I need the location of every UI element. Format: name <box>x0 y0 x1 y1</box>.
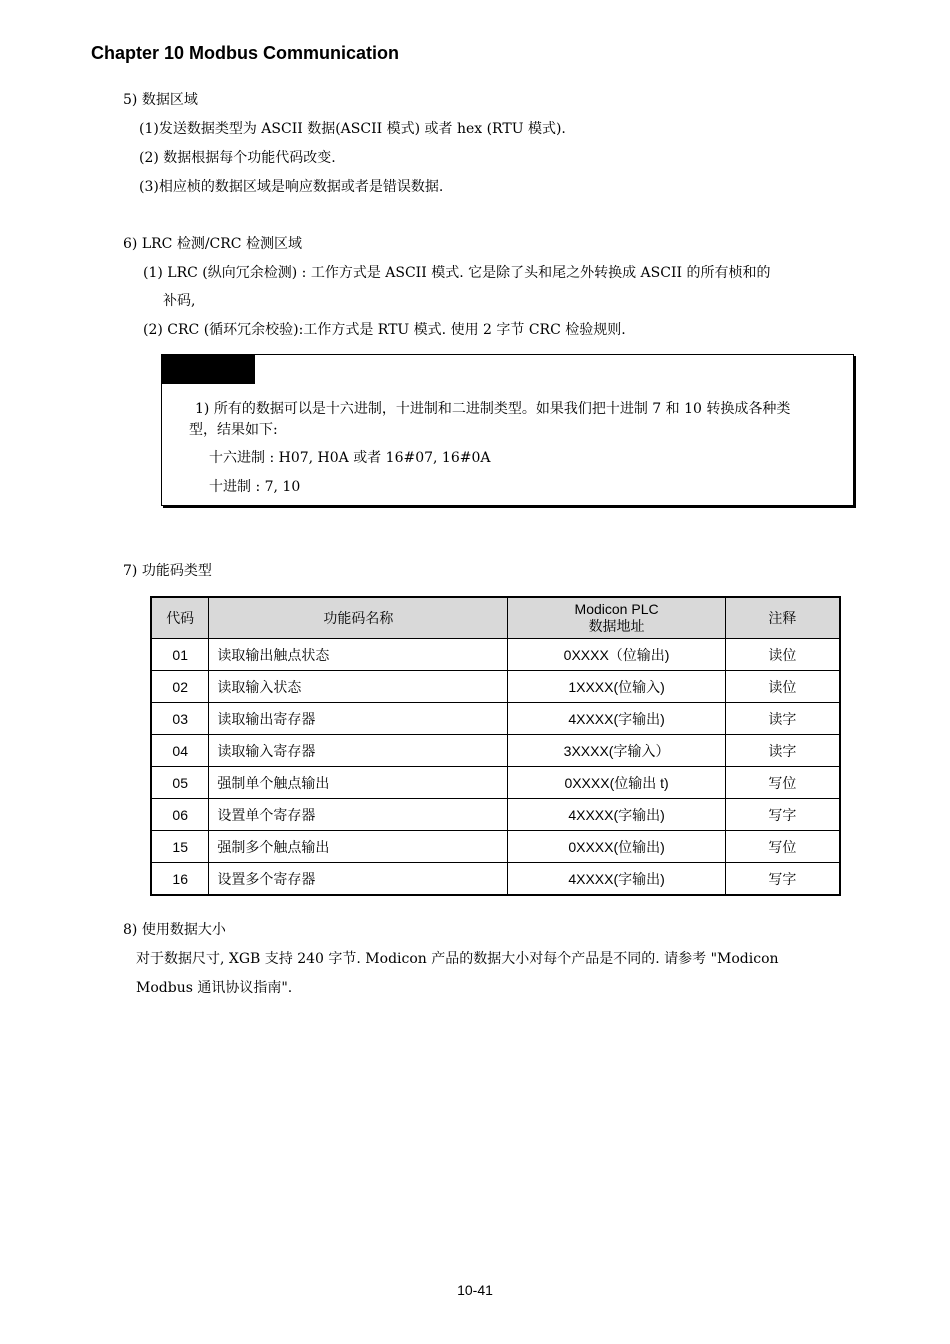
table-header-row <box>151 597 840 639</box>
cell-name: 设置单个寄存器 <box>209 799 508 831</box>
cell-address: 0XXXX(位输出 t) <box>508 767 725 799</box>
section8-heading: 8) 使用数据大小 <box>123 922 226 938</box>
note-hex-line: 十六进制 : H07, H0A 或者 16#07, 16#0A <box>209 450 491 466</box>
note-box <box>161 354 854 506</box>
cell-code: 05 <box>151 767 209 799</box>
cell-address: 4XXXX(字输出) <box>508 863 725 896</box>
note-dec-line: 十进制 : 7, 10 <box>209 479 301 495</box>
cell-remark: 读位 <box>725 639 840 671</box>
cell-address: 1XXXX(位输入) <box>508 671 725 703</box>
cell-remark: 写字 <box>725 799 840 831</box>
table-row <box>151 863 840 896</box>
table-row <box>151 735 840 767</box>
cell-address: 0XXXX(位输出) <box>508 831 725 863</box>
cell-code: 01 <box>151 639 209 671</box>
page-number: 10-41 <box>457 1282 493 1298</box>
table-row <box>151 767 840 799</box>
note-tab <box>162 355 255 384</box>
cell-address: 4XXXX(字输出) <box>508 703 725 735</box>
table-row <box>151 703 840 735</box>
section6-item1-line1: (1) LRC (纵向冗余检测) : 工作方式是 ASCII 模式. 它是除了头和尾之外转换成 ASCII 的所有桢和的 <box>143 265 771 281</box>
section7-heading: 7) 功能码类型 <box>123 563 212 579</box>
cell-remark: 读字 <box>725 735 840 767</box>
cell-remark: 写位 <box>725 831 840 863</box>
section8-line-1: 对于数据尺寸, XGB 支持 240 字节. Modicon 产品的数据大小对每个产品是不同的. 请参考 "Modicon <box>136 951 779 967</box>
header-code: 代码 <box>151 597 209 639</box>
cell-code: 15 <box>151 831 209 863</box>
cell-address: 0XXXX（位输出) <box>508 639 725 671</box>
note-line-1: 1) 所有的数据可以是十六进制，十进制和二进制类型。如果我们把十进制 7 和 10 转换成各种类 <box>195 401 791 417</box>
table-row <box>151 831 840 863</box>
table-row <box>151 639 840 671</box>
section5-item-3: (3)相应桢的数据区域是响应数据或者是错误数据. <box>139 179 444 195</box>
chapter-title: Chapter 10 Modbus Communication <box>91 43 400 63</box>
cell-name: 读取输入寄存器 <box>209 735 508 767</box>
cell-code: 06 <box>151 799 209 831</box>
cell-name: 强制多个触点输出 <box>209 831 508 863</box>
section6-item2: (2) CRC (循环冗余校验):工作方式是 RTU 模式. 使用 2 字节 CRC 检验规则. <box>143 322 626 338</box>
cell-remark: 读字 <box>725 703 840 735</box>
section5-item-1: (1)发送数据类型为 ASCII 数据(ASCII 模式) 或者 hex (RTU 模式). <box>139 121 566 137</box>
header-address-line2: 数据地址 <box>588 618 645 634</box>
cell-address: 3XXXX(字输入） <box>508 735 725 767</box>
section5-item-2: (2) 数据根据每个功能代码改变. <box>139 150 336 166</box>
section8-line-2: Modbus 通讯协议指南". <box>136 980 293 996</box>
cell-code: 02 <box>151 671 209 703</box>
header-address-line1: Modicon PLC <box>574 601 659 617</box>
section6-item1-line2: 补码, <box>163 293 196 309</box>
header-remark: 注释 <box>725 597 840 639</box>
cell-code: 04 <box>151 735 209 767</box>
cell-name: 设置多个寄存器 <box>209 863 508 896</box>
table-row <box>151 799 840 831</box>
cell-name: 强制单个触点输出 <box>209 767 508 799</box>
cell-remark: 写字 <box>725 863 840 896</box>
header-name: 功能码名称 <box>209 597 508 639</box>
section6-heading: 6) LRC 检测/CRC 检测区域 <box>123 236 302 252</box>
cell-remark: 读位 <box>725 671 840 703</box>
cell-code: 03 <box>151 703 209 735</box>
cell-name: 读取输入状态 <box>209 671 508 703</box>
header-address <box>508 597 725 639</box>
cell-name: 读取输出寄存器 <box>209 703 508 735</box>
note-line-2: 型，结果如下: <box>189 422 278 438</box>
cell-name: 读取输出触点状态 <box>209 639 508 671</box>
function-code-table <box>150 596 841 896</box>
cell-code: 16 <box>151 863 209 896</box>
cell-address: 4XXXX(字输出) <box>508 799 725 831</box>
cell-remark: 写位 <box>725 767 840 799</box>
table-row <box>151 671 840 703</box>
section5-heading: 5) 数据区域 <box>123 92 198 108</box>
